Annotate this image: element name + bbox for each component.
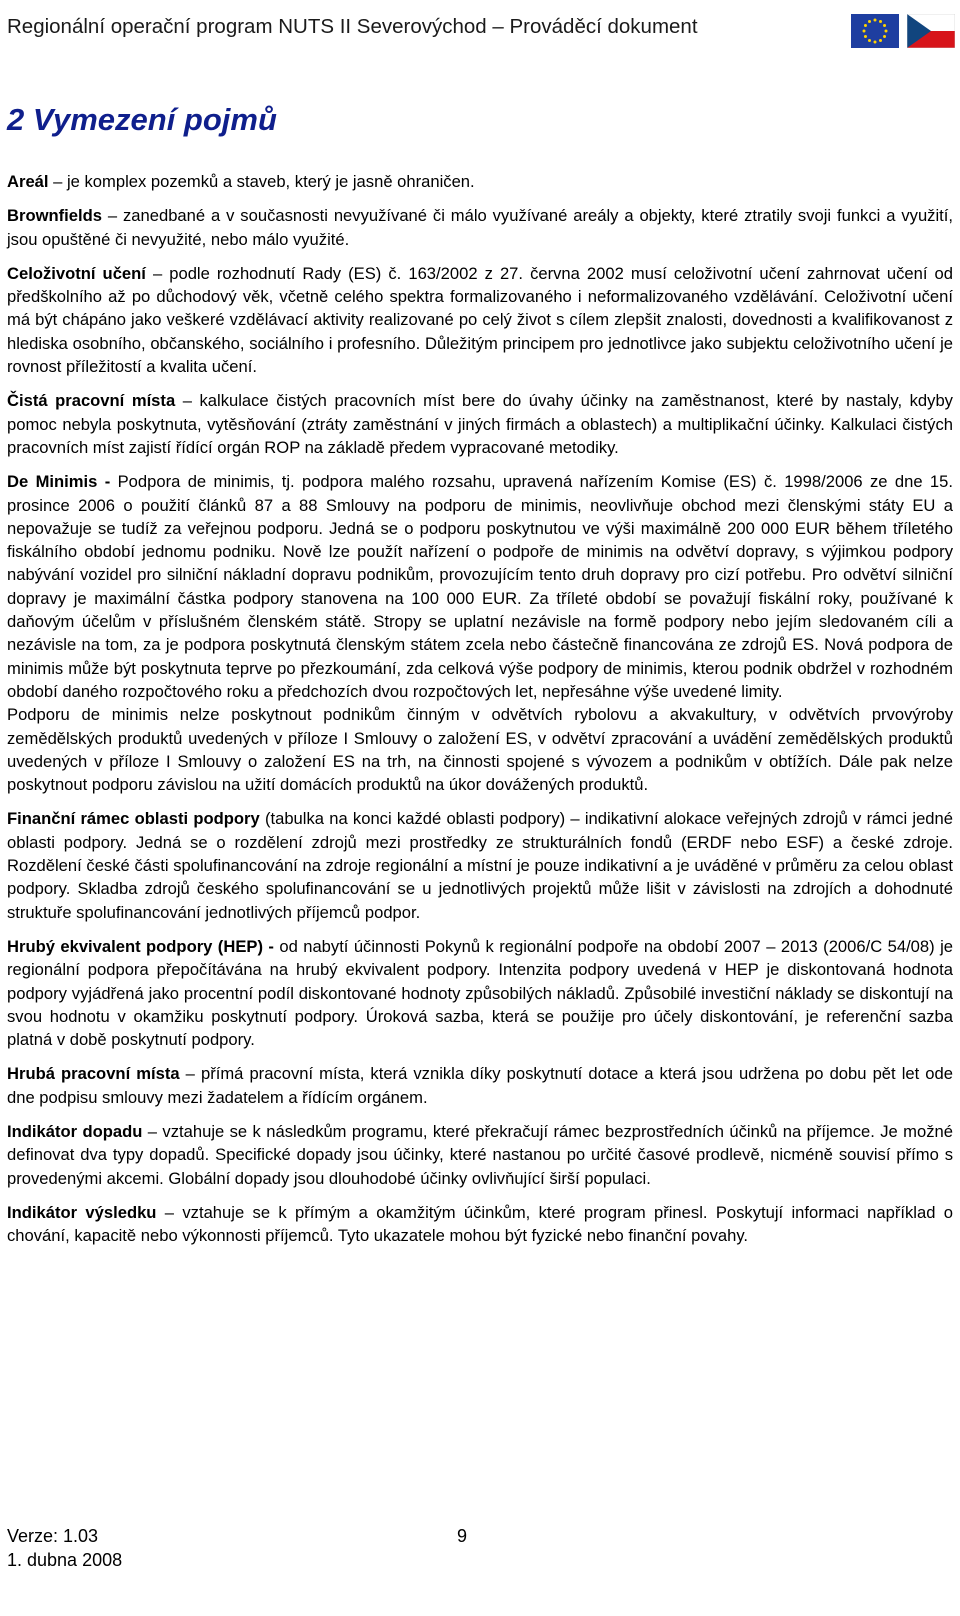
section-title: 2 Vymezení pojmů [7,102,277,137]
definition-term: Celoživotní učení [7,263,146,283]
definition-term: Čistá pracovní místa [7,391,176,411]
definition-text: (tabulka na konci každé oblasti podpory) – indikativní alokace veřejných zdrojů v rámci jedné oblasti podpory. Jedná se o rozdělení zdrojů mezi prostředky ze strukturálních fondů (ERDF nebo ESF) a české zdroje. Rozdělení české části spolufinancování na zdroje regionální a místní je pouze indikativní a je uváděné v průměru za celou oblast podpory. Skladba zdrojů českého spolufinancování se u jednotlivých projektů může lišit v závislosti na zdrojích a dohodnuté struktuře spolufinancování jednotlivých příjemců podpor. [7,809,953,922]
definition-text: od nabytí účinnosti Pokynů k regionální podpoře na období 2007 – 2013 (2006/C 54/08) je regionální podpora přepočítávána na hrubý ekvivalent podpory. Intenzita podpory uvedená v HEP je diskontovaná hodnota podpory vyjádřená jako procentní podíl diskontované hodnoty způsobilých nákladů. Způsobilé investiční náklady se diskontují na svou hodnotu v okamžiku poskytnutí podpory. Úroková sazba, která se použije pro účely diskontování, je referenční sazba platná v době poskytnutí podpory. [7,936,953,1050]
definition-term: Areál [7,172,49,191]
footer-date: 1. dubna 2008 [7,1550,123,1570]
eu-star [868,20,871,23]
definition-text: – vztahuje se k následkům programu, které překračují rámec bezprostředních účinků na příjemce. Je možné definovat dva typy dopadů. Specifické dopady jsou účinky, které nastanou po určité časové prodlevě, nicméně souvisí přímo s provedenými akcemi. Globální dopady jsou dlouhodobé účinky ovlivňující širší populaci. [7,1121,953,1188]
definition-hruba-pracovni-mista [7,1062,953,1109]
definition-term: De Minimis - [7,472,111,492]
eu-star [879,20,882,23]
definition-text: – je komplex pozemků a staveb, který je jasně ohraničen. [48,172,475,191]
definition-indikator-vysledku [7,1201,953,1248]
eu-star [868,39,871,42]
definition-cista-pracovni-mista [7,389,953,459]
definition-financni-ramec [7,807,953,923]
eu-star [874,19,877,22]
czech-flag-icon [907,14,955,48]
definition-hruby-ekvivalent [7,935,953,1051]
document-header-title: Regionální operační program NUTS II Severovýchod – Prováděcí dokument [7,15,698,38]
eu-stars-icon [851,14,899,48]
definition-term: Indikátor výsledku [7,1202,157,1222]
definition-de-minimis [7,470,953,703]
definition-text: – přímá pracovní místa, která vznikla díky poskytnutí dotace a která jsou udržena po dobu pět let ode dne podpisu smlouvy mezi žadatelem a řídícím orgánem. [7,1064,953,1107]
eu-star [883,35,886,38]
eu-star [864,35,867,38]
definition-term: Hrubá pracovní místa [7,1064,180,1084]
definition-term: Hrubý ekvivalent podpory (HEP) - [7,936,274,956]
definition-term: Finanční rámec oblasti podpory [7,809,260,829]
definition-indikator-dopadu [7,1120,953,1190]
definition-text: – kalkulace čistých pracovních míst bere do úvahy účinky na zaměstnanost, které by nastaly, kdyby pomoc nebyla poskytnuta, vytěsňování (ztráty zaměstnání v jiných firmách a oblastech) a multiplikační účinky. Kalkulaci čistých pracovních míst zajistí řídící orgán ROP na základě předem vypracované metodiky. [7,391,953,457]
page-number: 9 [457,1526,468,1546]
definition-text: – podle rozhodnutí Rady (ES) č. 163/2002 z 27. června 2002 musí celoživotní učení zahrnovat učení od předškolního až po důchodový věk, včetně celého spektra formalizovaného i neformalizovaného vzdělávání. Celoživotní učení má být chápáno jako veškeré vzdělávací aktivity realizované po celý život s cílem zlepšit znalosti, dovednosti a kvalifikovanost z hlediska osobního, občanského, sociálního i profesního. Důležitým principem pro jednotlivce jako subjektu celoživotního učení je rovnost příležitostí a kvalita učení. [7,263,954,377]
page-header [7,12,953,44]
eu-star [885,30,888,33]
footer-version: Verze: 1.03 [7,1526,99,1546]
definitions-list [7,170,953,1258]
eu-star [874,41,877,44]
eu-star [864,24,867,27]
definition-areal [7,170,953,193]
definition-text: Podpora de minimis, tj. podpora malého rozsahu, upravená nařízením Komise (ES) č. 1998/2006 ze dne 15. prosince 2006 o použití článků 87 a 88 Smlouvy na podporu de minimis, neovlivňuje obchod mezi členskými státy EU a nepovažuje se tudíž za veřejnou podporu. Jedná se o podporu poskytnutou ve výši maximálně 200 000 EUR během tříletého fiskálního období jednomu podniku. Nově lze použít nařízení o podpoře de minimis na odvětví dopravy, s výjimkou podpory nabývání vozidel pro silniční nákladní dopravu podnikům, provozujícím tento druh dopravy pro cizí potřebu. Pro odvětví silniční dopravy je maximální částka podpory stanovena na 100 000 EUR. Za tříleté období se považují fiskální roky, používané k daňovým účelům v příslušném členském státě. Stropy se uplatní nezávisle na formě podpory nebo jejím sledovaném cíli a nezávisle na tom, za je podpora poskytnutá členským státem zcela nebo částečně financována ze zdrojů ES. Nová podpora de minimis může být poskytnuta teprve po přezkoumání, zda celková výše podpory de minimis, kterou podnik obdržel v rozhodném období daného rozpočtového roku a předchozích dvou rozpočtových let, nepřesáhne výše uvedené limity. [7,472,953,701]
eu-star [879,39,882,42]
eu-flag-icon [851,14,899,48]
eu-star [883,24,886,27]
definition-text: Podporu de minimis nelze poskytnout podnikům činným v odvětvích rybolovu a akvakultury, v odvětvích prvovýroby zemědělských produktů uvedených v příloze I Smlouvy o založení ES, v odvětví zpracování a uvádění zemědělských produktů uvedených v příloze I Smlouvy o založení ES na trh, na činnosti spojené s vývozem a podnikům v obtížích. Dále pak nelze poskytnout podporu závislou na užití domácích produktů na úkor dovážených produktů. [7,705,953,795]
definition-text: – zanedbané a v současnosti nevyužívané či málo využívané areály a objekty, které ztratily svoji funkci a využití, jsou opuštěné či nevyužité, nebo málo využité. [7,206,953,249]
definition-term: Indikátor dopadu [7,1121,143,1141]
definition-de-minimis-continued [7,703,953,796]
definition-term: Brownfields [7,206,102,226]
definition-celozivotni-uceni [7,262,953,378]
eu-star [863,30,866,33]
definition-text: – vztahuje se k přímým a okamžitým účinkům, které program přinesl. Poskytují informaci například o chování, kapacitě nebo výkonnosti příjemců. Tyto ukazatele mohou být fyzické nebo finanční povahy. [7,1202,953,1246]
definition-brownfields [7,204,953,251]
